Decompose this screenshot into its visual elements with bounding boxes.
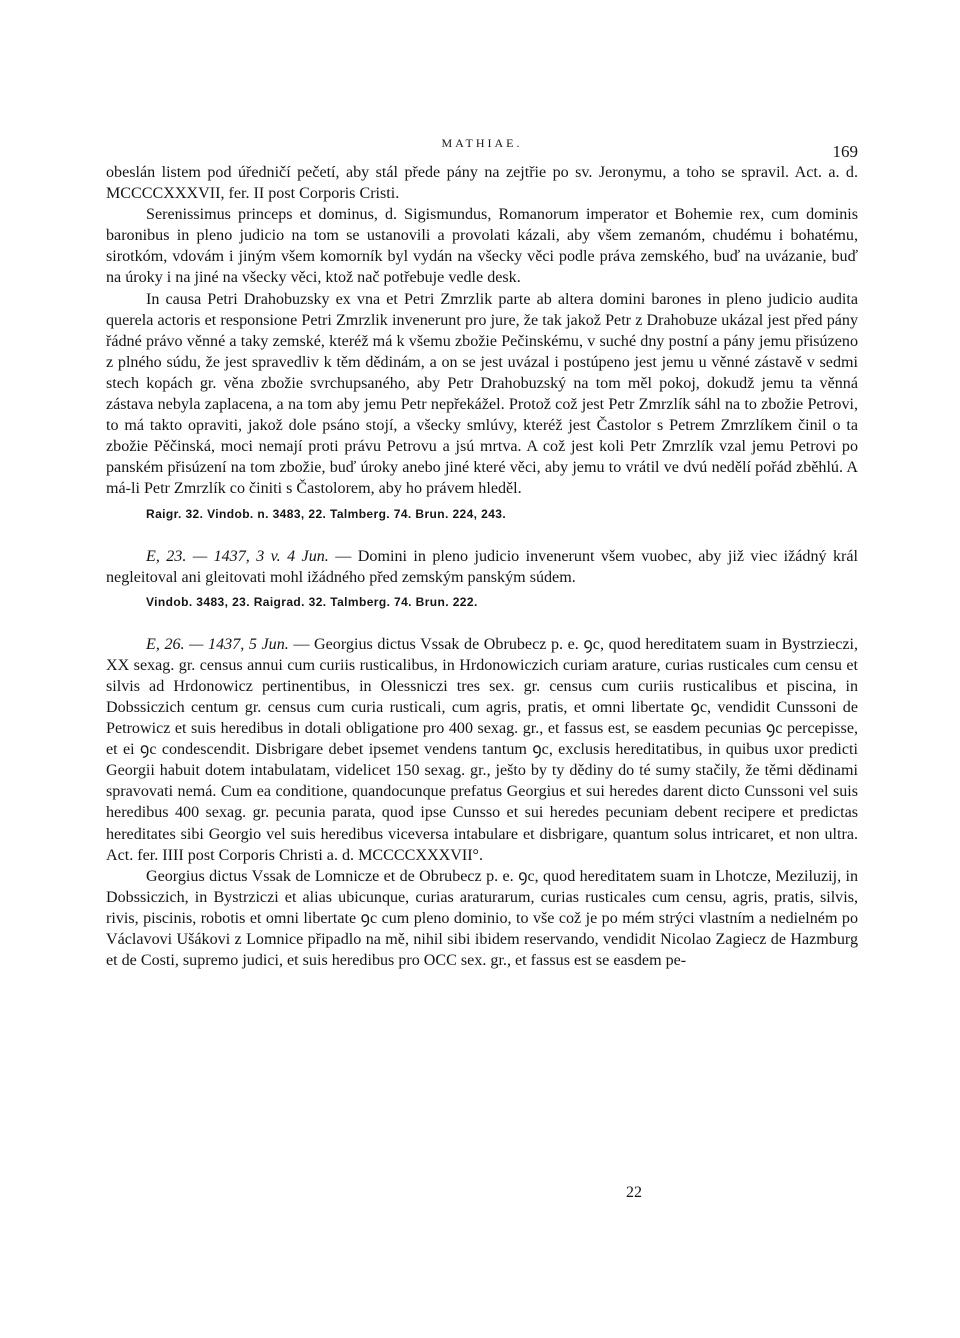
entry-e26: [106, 634, 858, 972]
paragraph: Serenissimus princeps et dominus, d. Sigismundus, Romanorum imperator et Bohemie rex, cum dominis baronibus in pleno judicio na tom se ustanovili a provolati kázali, aby všem zemanóm, chudému i bohatému, sirotkóm, vdovám i jiným všem komorník byl vydán na všecky věci podle práva zemského, buď na uvázanie, buď na úroky i na jiné na všecky věci, ktož nač potřebuje vedle desk.: [106, 206, 858, 287]
source-note: Raigr. 32. Vindob. n. 3483, 22. Talmberg. 74. Brun. 224, 243.: [146, 506, 507, 521]
running-head: [106, 126, 858, 162]
page-body: [106, 126, 858, 971]
page-number: 169: [832, 142, 858, 161]
paragraph: Georgius dictus Vssak de Lomnicze et de Obrubecz p. e. ꝯc, quod hereditatem suam in Lhotcze, Meziluzij, in Dobssiczich, in Bystrziczi et alias ubicunque, curias araturarum, curias rusticales cum censu, agris, pratis, silvis, rivis, piscinis, robotis et omni libertate ꝯc cum pleno dominio, to vše což je po mém strýci vlastním a nedielném po Václavovi Ušákovi z Lomnice připadlo na mě, nihil sibi ibidem reservando, vendidit Nicolao Zagiecz de Hazmburg et de Costi, supremo judici, et suis heredibus pro OCC sex. gr., et fassus est se easdem pe-: [106, 867, 858, 970]
entry-text: — Georgius dictus Vssak de Obrubecz p. e. ꝯc, quod hereditatem suam in Bystrzieczi, XX sexag. gr. census annui cum curiis rusticalibus, in Hrdonowiczich curiam arature, curias rusticales cum censu et silvis ad Hrdonowicz pertinentibus, in Olessniczi tres sex. gr. census cum curiis rusticalibus et piscina, in Dobssiczich centum gr. census cum curia rusticali, cum agris, pratis, et omni libertate ꝯc, vendidit Cunssoni de Petrowicz et suis heredibus in dotali obligatione pro 400 sexag. gr., et fassus est, se easdem pecunias ꝯc percepisse, et ei ꝯc condescendit. Disbrigare debet ipsemet vendens tantum ꝯc, exclusis hereditatibus, in quibus uxor predicti Georgii habuit dotem intabulatam, videlicet 150 sexag. gr., ješto by ty dědiny do té sumy stačily, že těmi dědinami spravovati nemá. Cum ea conditione, quandocunque prefatus Georgius et sui heredes darent dicto Cunssoni vel suis heredibus 400 sexag. gr. pecunia parata, quod ipse Cunsso et sui heredes pecuniam debent recipere et predictas hereditates sibi Georgio vel suis heredibus viceversa intabulare et disbrigare, quantum solus intricaret, et non ultra. Act. fer. IIII post Corporis Christi a. d. MCCCCXXXVII°.: [106, 635, 858, 864]
entry-heading: E, 26. — 1437, 5 Jun.: [146, 635, 289, 653]
running-title: MATHIAE.: [441, 136, 523, 150]
source-note: Vindob. 3483, 23. Raigrad. 32. Talmberg. 74. Brun. 222.: [146, 594, 478, 609]
signature-mark: 22: [626, 1184, 642, 1201]
paragraph: In causa Petri Drahobuzsky ex vna et Petri Zmrzlik parte ab altera domini barones in pleno judicio audita querela actoris et responsione Petri Zmrzlik invenerunt pro jure, že tak jakož Petr z Drahobuze ukázal jest před pány řádné právo věnné a taky zemské, kteréž má k všemu zbožie Pečinskému, v suché dny postní a pány jemu přisúzeno z plného súdu, že jest spravedliv k těm dědinám, a on se jest uvázal i postúpeno jest jemu u věnné zástavě v sedmi stech kopách gr. věna zbožie svrchupsaného, aby Petr Drahobuzský na tom měl pokoj, dokudž jemu ta věnná zástava nebyla zaplacena, a na tom aby jemu Petr nepřekážel. Protož což jest Petr Zmrzlík sáhl na to zbožie Petrovi, to má takto opraviti, jakož dole psáno stojí, a všecky smlúvy, kteréž jest Častolor s Petrem Zmrzlíkem činil o ta zbožie Pěčinská, moci nemají proti právu Petrovu a jsú mrtva. A což jest koli Petr Zmrzlík vzal jemu Petrovi po panském přisúzení na tom zbožie, buď úroky anebo jiné které věci, aby jemu to vrátil ve dvú nedělí pořád zběhlú. A má-li Petr Zmrzlík co činiti s Častolorem, aby ho právem hleděl.: [106, 290, 858, 498]
entry-e23: [106, 546, 858, 612]
paragraph: [106, 634, 858, 866]
paragraph: [106, 546, 858, 588]
entry-continuation: [106, 162, 858, 524]
paragraph: obeslán listem pod úředničí pečetí, aby stál přede pány na zejtřie po sv. Jeronymu, a toho se spravil. Act. a. d. MCCCCXXXVII, fer. II post Corporis Cristi.: [106, 164, 858, 203]
entry-heading: E, 23. — 1437, 3 v. 4 Jun.: [146, 547, 329, 565]
entry-text: — Domini in pleno judicio invenerunt všem vuobec, aby již viec ižádný král negleitoval ani gleitovati mohl ižádného před zemským panským súdem.: [106, 547, 858, 586]
